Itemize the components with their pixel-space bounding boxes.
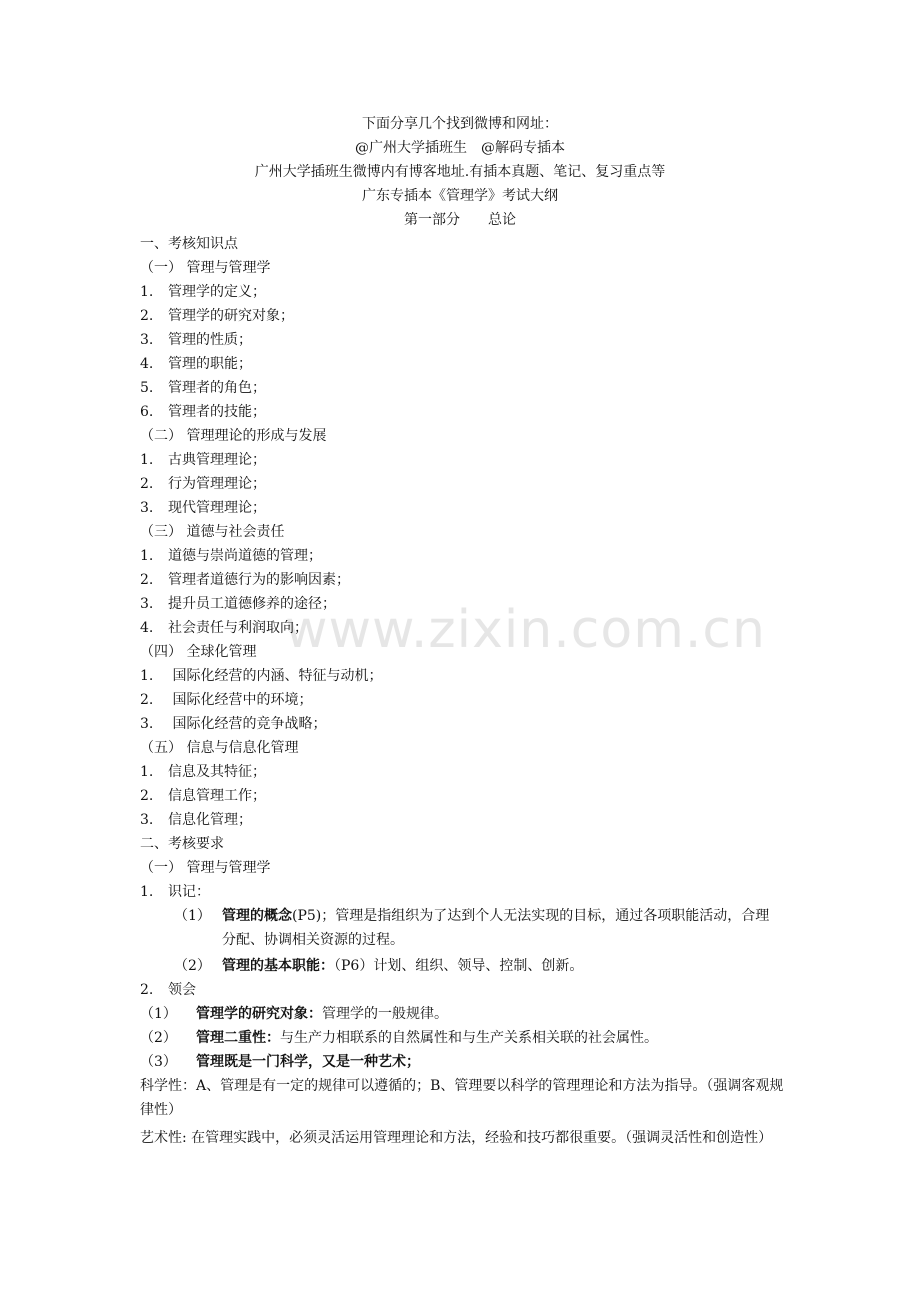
group-heading: （三） 道德与社会责任 xyxy=(140,524,285,540)
science-paragraph: 科学性：A、管理是有一定的规律可以遵循的；B、管理要以科学的管理理论和方法为指导。（强调客观规律性） xyxy=(140,1078,784,1118)
list-item: 2. 国际化经营中的环境； xyxy=(140,692,313,708)
list-item: 3. 提升员工道德修养的途径； xyxy=(140,596,336,612)
list-item: 1. 道德与崇尚道德的管理； xyxy=(140,548,322,564)
list-item: 6. 管理者的技能； xyxy=(140,404,266,420)
header-line-3: 广州大学插班生微博内有博客地址.有插本真题、笔记、复习重点等 xyxy=(254,164,666,180)
list-item: 4. 管理的职能； xyxy=(140,356,252,372)
list-item: 5. 管理者的角色； xyxy=(140,380,266,396)
group-heading: （五） 信息与信息化管理 xyxy=(140,740,299,756)
art-paragraph: 艺术性: 在管理实践中，必须灵活运用管理理论和方法，经验和技巧都很重要。（强调灵活性和创造性） xyxy=(140,1130,773,1146)
list-item: 3. 管理的性质； xyxy=(140,332,252,348)
sub-item: （3） 管理既是一门科学，又是一种艺术； xyxy=(140,1054,420,1070)
list-item: 1. 管理学的定义； xyxy=(140,284,266,300)
list-item: 3. 现代管理理论； xyxy=(140,500,266,516)
header-line-2: @广州大学插班生 @解码专插本 xyxy=(355,140,565,156)
list-item: 3. 信息化管理； xyxy=(140,812,252,828)
watermark: www.zixin.com.cn xyxy=(285,600,766,660)
group-heading: （一） 管理与管理学 xyxy=(140,260,271,276)
sub-item-text: 管理的基本职能：（P6）计划、组织、领导、控制、创新。 xyxy=(222,958,584,974)
list-item: 2. 信息管理工作； xyxy=(140,788,266,804)
list-item: 1. 国际化经营的内涵、特征与动机； xyxy=(140,668,383,684)
group-heading: （一） 管理与管理学 xyxy=(140,860,271,876)
list-item: 2. 管理者道德行为的影响因素； xyxy=(140,572,350,588)
sub-item-text: 管理的概念(P5)；管理是指组织为了达到个人无法实现的目标，通过各项职能活动，合理分配、协调相关资源的过程。 xyxy=(222,908,770,948)
sub-item-number: （2） xyxy=(174,958,211,974)
sub-item: （2） 管理二重性：与生产力相联系的自然属性和与生产关系相关联的社会属性。 xyxy=(140,1030,658,1046)
section-title: 二、考核要求 xyxy=(140,836,224,852)
sub-item: （1） 管理学的研究对象：管理学的一般规律。 xyxy=(140,1006,448,1022)
section-title: 一、考核知识点 xyxy=(140,236,238,252)
doc-title: 广东专插本《管理学》考试大纲 xyxy=(362,188,558,204)
group-heading: （四） 全球化管理 xyxy=(140,644,257,660)
list-item: 2. 管理学的研究对象； xyxy=(140,308,294,324)
sub-item-number: （1） xyxy=(174,908,211,924)
list-item: 1. 信息及其特征； xyxy=(140,764,266,780)
list-item: 1. 古典管理理论； xyxy=(140,452,266,468)
list-item: 4. 社会责任与利润取向； xyxy=(140,620,308,636)
list-item: 3. 国际化经营的竞争战略； xyxy=(140,716,327,732)
list-item: 2. 领会 xyxy=(140,982,196,998)
list-item: 1. 识记： xyxy=(140,884,210,900)
list-item: 2. 行为管理理论； xyxy=(140,476,266,492)
header-line-1: 下面分享几个找到微博和网址： xyxy=(362,116,558,132)
group-heading: （二） 管理理论的形成与发展 xyxy=(140,428,327,444)
part-title: 第一部分 总论 xyxy=(404,212,516,228)
